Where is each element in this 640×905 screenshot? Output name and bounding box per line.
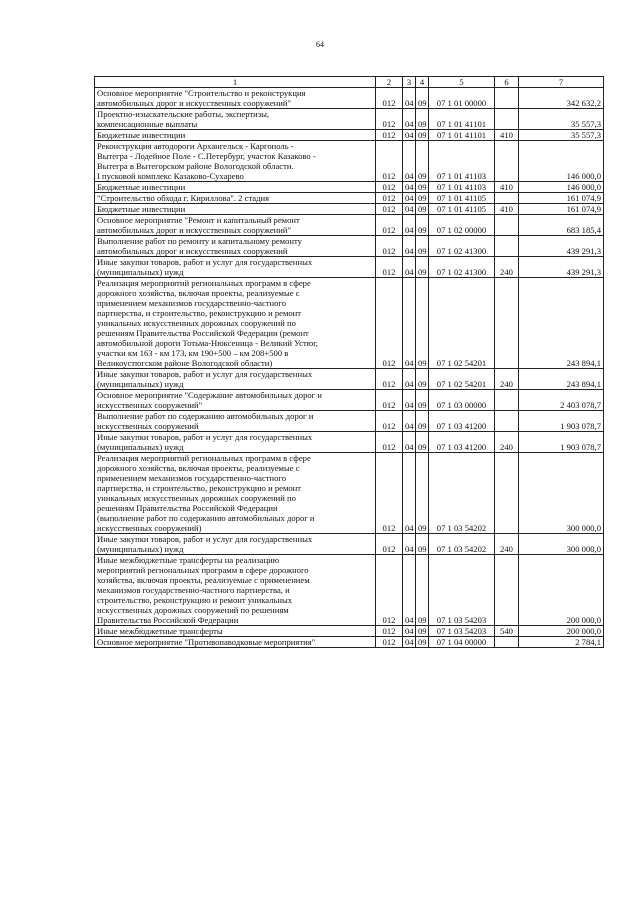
row-target-code: 07 1 02 41300	[429, 236, 495, 257]
table-row	[95, 390, 604, 411]
row-section-code: 04	[403, 257, 416, 278]
row-subsection-code: 09	[416, 193, 429, 204]
row-expense-type: 240	[495, 257, 519, 278]
table-row	[95, 109, 604, 130]
row-ministry-code: 012	[376, 453, 403, 534]
row-expense-type	[495, 193, 519, 204]
row-target-code: 07 1 03 54203	[429, 626, 495, 637]
row-ministry-code: 012	[376, 141, 403, 182]
row-subsection-code: 09	[416, 626, 429, 637]
table-row	[95, 626, 604, 637]
row-amount: 2 403 078,7	[519, 390, 604, 411]
row-ministry-code: 012	[376, 204, 403, 215]
table-row	[95, 204, 604, 215]
row-subsection-code: 09	[416, 411, 429, 432]
row-name: "Строительство обхода г. Кириллова". 2 стадия	[95, 193, 376, 204]
row-ministry-code: 012	[376, 257, 403, 278]
column-header: 1	[95, 77, 376, 88]
row-ministry-code: 012	[376, 109, 403, 130]
table-row	[95, 215, 604, 236]
table-row	[95, 236, 604, 257]
row-subsection-code: 09	[416, 215, 429, 236]
table-row	[95, 453, 604, 534]
row-amount: 161 074,9	[519, 193, 604, 204]
row-ministry-code: 012	[376, 215, 403, 236]
row-name: Бюджетные инвестиции	[95, 130, 376, 141]
row-ministry-code: 012	[376, 555, 403, 626]
row-section-code: 04	[403, 432, 416, 453]
row-expense-type: 410	[495, 182, 519, 193]
row-target-code: 07 1 02 41300	[429, 257, 495, 278]
row-expense-type	[495, 141, 519, 182]
table-row	[95, 411, 604, 432]
row-name: Реализация мероприятий региональных программ в сфере дорожного хозяйства, включая проекты, реализуемые с применением механизмов государственно-частного партнерства, и строительство, реконструкцию и ремонт уникальных искусственных дорожных сооружений по решениям Правительства Российской Федерации (выполнение работ по содержанию автомобильных дорог и искусственных сооружений)	[95, 453, 376, 534]
row-section-code: 04	[403, 637, 416, 648]
row-amount: 300 000,0	[519, 534, 604, 555]
row-amount: 300 000,0	[519, 453, 604, 534]
row-expense-type: 240	[495, 369, 519, 390]
row-target-code: 07 1 03 54202	[429, 534, 495, 555]
row-name: Иные закупки товаров, работ и услуг для государственных (муниципальных) нужд	[95, 369, 376, 390]
row-target-code: 07 1 01 41101	[429, 130, 495, 141]
row-expense-type: 240	[495, 534, 519, 555]
row-ministry-code: 012	[376, 534, 403, 555]
row-subsection-code: 09	[416, 88, 429, 109]
row-subsection-code: 09	[416, 130, 429, 141]
row-target-code: 07 1 01 41103	[429, 182, 495, 193]
column-header: 2	[376, 77, 403, 88]
page-number: 64	[316, 40, 324, 49]
row-section-code: 04	[403, 278, 416, 369]
row-target-code: 07 1 03 41200	[429, 432, 495, 453]
row-subsection-code: 09	[416, 109, 429, 130]
column-header: 7	[519, 77, 604, 88]
row-section-code: 04	[403, 236, 416, 257]
row-expense-type: 540	[495, 626, 519, 637]
row-expense-type	[495, 453, 519, 534]
row-target-code: 07 1 02 00000	[429, 215, 495, 236]
row-target-code: 07 1 01 00000	[429, 88, 495, 109]
row-section-code: 04	[403, 109, 416, 130]
row-target-code: 07 1 03 54203	[429, 555, 495, 626]
row-name: Основное мероприятие "Противопаводковые мероприятия"	[95, 637, 376, 648]
row-amount: 243 894,1	[519, 278, 604, 369]
row-name: Основное мероприятие "Строительство и реконструкция автомобильных дорог и искусственных сооружений"	[95, 88, 376, 109]
column-header: 3	[403, 77, 416, 88]
row-amount: 35 557,3	[519, 109, 604, 130]
row-section-code: 04	[403, 369, 416, 390]
row-name: Выполнение работ по ремонту и капитальному ремонту автомобильных дорог и искусственных сооружений	[95, 236, 376, 257]
row-section-code: 04	[403, 215, 416, 236]
row-target-code: 07 1 01 41105	[429, 193, 495, 204]
row-section-code: 04	[403, 88, 416, 109]
row-expense-type	[495, 411, 519, 432]
table-row	[95, 555, 604, 626]
row-subsection-code: 09	[416, 369, 429, 390]
row-name: Иные закупки товаров, работ и услуг для государственных (муниципальных) нужд	[95, 534, 376, 555]
row-amount: 439 291,3	[519, 236, 604, 257]
table-row	[95, 88, 604, 109]
table-row	[95, 141, 604, 182]
row-subsection-code: 09	[416, 236, 429, 257]
row-target-code: 07 1 01 41105	[429, 204, 495, 215]
row-target-code: 07 1 03 41200	[429, 411, 495, 432]
row-expense-type: 240	[495, 432, 519, 453]
row-amount: 243 894,1	[519, 369, 604, 390]
row-expense-type	[495, 109, 519, 130]
row-section-code: 04	[403, 204, 416, 215]
row-ministry-code: 012	[376, 130, 403, 141]
row-section-code: 04	[403, 141, 416, 182]
row-ministry-code: 012	[376, 390, 403, 411]
table-row	[95, 637, 604, 648]
column-header: 4	[416, 77, 429, 88]
row-name: Основное мероприятие "Содержание автомобильных дорог и искусственных сооружений"	[95, 390, 376, 411]
row-section-code: 04	[403, 130, 416, 141]
row-ministry-code: 012	[376, 432, 403, 453]
row-name: Реализация мероприятий региональных программ в сфере дорожного хозяйства, включая проекты, реализуемые с применением механизмов государственно-частного партнерства, и строительство, реконструкцию и ремонт уникальных искусственных дорожных сооружений по решениям Правительства Российской Федерации (ремонт автомобильной дороги Тотьма-Нюксеница - Великий Устюг, участки км 163 - км 173, км 190+500 – км 208+500 в Великоустюгском районе Вологодской области)	[95, 278, 376, 369]
row-subsection-code: 09	[416, 390, 429, 411]
row-ministry-code: 012	[376, 236, 403, 257]
row-subsection-code: 09	[416, 182, 429, 193]
row-subsection-code: 09	[416, 257, 429, 278]
column-header: 5	[429, 77, 495, 88]
row-amount: 200 000,0	[519, 555, 604, 626]
row-target-code: 07 1 01 41101	[429, 109, 495, 130]
table-row	[95, 369, 604, 390]
row-name: Бюджетные инвестиции	[95, 204, 376, 215]
row-section-code: 04	[403, 390, 416, 411]
row-subsection-code: 09	[416, 141, 429, 182]
row-name: Иные закупки товаров, работ и услуг для государственных (муниципальных) нужд	[95, 257, 376, 278]
row-section-code: 04	[403, 626, 416, 637]
table-row	[95, 182, 604, 193]
row-expense-type	[495, 236, 519, 257]
row-name: Иные межбюджетные трансферты	[95, 626, 376, 637]
row-amount: 342 632,2	[519, 88, 604, 109]
row-section-code: 04	[403, 453, 416, 534]
row-ministry-code: 012	[376, 637, 403, 648]
row-target-code: 07 1 03 54202	[429, 453, 495, 534]
row-amount: 683 185,4	[519, 215, 604, 236]
row-subsection-code: 09	[416, 204, 429, 215]
row-amount: 439 291,3	[519, 257, 604, 278]
budget-table	[94, 76, 604, 648]
row-expense-type	[495, 555, 519, 626]
row-amount: 1 903 078,7	[519, 411, 604, 432]
row-name: Реконструкция автодороги Архангельск - Каргополь - Вытегра - Лодейное Поле - С.Петербург, участок Казаково - Вытегра в Вытегорском районе Вологодской области. I пусковой комплекс Казаково-Сухарево	[95, 141, 376, 182]
row-amount: 146 000,0	[519, 182, 604, 193]
row-name: Проектно-изыскательские работы, экспертизы, компенсационные выплаты	[95, 109, 376, 130]
table-row	[95, 278, 604, 369]
row-ministry-code: 012	[376, 278, 403, 369]
row-expense-type	[495, 88, 519, 109]
row-subsection-code: 09	[416, 432, 429, 453]
row-amount: 1 903 078,7	[519, 432, 604, 453]
table-row	[95, 432, 604, 453]
table-row	[95, 534, 604, 555]
row-amount: 2 784,1	[519, 637, 604, 648]
row-name: Выполнение работ по содержанию автомобильных дорог и искусственных сооружений	[95, 411, 376, 432]
row-subsection-code: 09	[416, 555, 429, 626]
row-expense-type: 410	[495, 204, 519, 215]
row-amount: 35 557,3	[519, 130, 604, 141]
row-section-code: 04	[403, 182, 416, 193]
row-section-code: 04	[403, 193, 416, 204]
row-expense-type	[495, 215, 519, 236]
row-name: Бюджетные инвестиции	[95, 182, 376, 193]
row-expense-type	[495, 637, 519, 648]
row-subsection-code: 09	[416, 278, 429, 369]
row-section-code: 04	[403, 411, 416, 432]
row-subsection-code: 09	[416, 637, 429, 648]
row-ministry-code: 012	[376, 369, 403, 390]
row-ministry-code: 012	[376, 182, 403, 193]
row-section-code: 04	[403, 555, 416, 626]
table-row	[95, 193, 604, 204]
header-row	[95, 77, 604, 88]
row-ministry-code: 012	[376, 626, 403, 637]
row-amount: 200 000,0	[519, 626, 604, 637]
table-row	[95, 257, 604, 278]
row-target-code: 07 1 03 00000	[429, 390, 495, 411]
row-section-code: 04	[403, 534, 416, 555]
row-expense-type	[495, 278, 519, 369]
row-target-code: 07 1 04 00000	[429, 637, 495, 648]
row-expense-type: 410	[495, 130, 519, 141]
row-ministry-code: 012	[376, 193, 403, 204]
row-ministry-code: 012	[376, 88, 403, 109]
row-target-code: 07 1 02 54201	[429, 369, 495, 390]
row-name: Иные закупки товаров, работ и услуг для государственных (муниципальных) нужд	[95, 432, 376, 453]
row-name: Основное мероприятие "Ремонт и капитальный ремонт автомобильных дорог и искусственных сооружений"	[95, 215, 376, 236]
row-ministry-code: 012	[376, 411, 403, 432]
column-header: 6	[495, 77, 519, 88]
row-subsection-code: 09	[416, 534, 429, 555]
table-row	[95, 130, 604, 141]
row-subsection-code: 09	[416, 453, 429, 534]
row-amount: 146 000,0	[519, 141, 604, 182]
row-target-code: 07 1 02 54201	[429, 278, 495, 369]
row-target-code: 07 1 01 41103	[429, 141, 495, 182]
row-amount: 161 074,9	[519, 204, 604, 215]
row-name: Иные межбюджетные трансферты на реализацию мероприятий региональных программ в сфере дорожного хозяйства, включая проекты, реализуемые с применением механизмов государственно-частного партнерства, и строительство, реконструкцию и ремонт уникальных искусственных дорожных сооружений по решениям Правительства Российской Федерации	[95, 555, 376, 626]
row-expense-type	[495, 390, 519, 411]
